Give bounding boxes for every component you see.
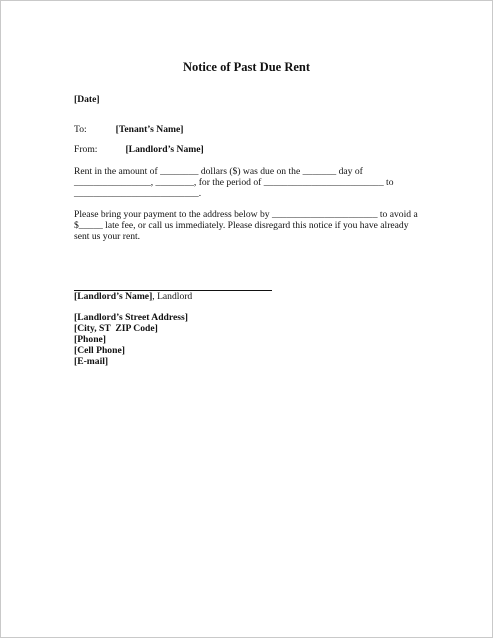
- to-label: To:: [74, 124, 87, 135]
- to-line: [74, 124, 183, 136]
- document-title: Notice of Past Due Rent: [182, 60, 311, 74]
- phone-field: [Phone]: [74, 334, 106, 345]
- signature-name-line: [74, 291, 192, 303]
- landlord-name-field: [Landlord’s Name]: [125, 144, 204, 155]
- rent-paragraph-line-2: ________________, ________, for the period of _________________________ to: [74, 177, 394, 188]
- tenant-name-field: [Tenant’s Name]: [115, 124, 184, 135]
- city-state-zip-field: [City, ST ZIP Code]: [74, 323, 158, 334]
- rent-paragraph-line-3: __________________________.: [74, 188, 202, 199]
- from-label: From:: [74, 144, 98, 155]
- from-line: [74, 144, 204, 156]
- email-field: [E-mail]: [74, 356, 109, 367]
- signature-landlord-name: [Landlord’s Name]: [74, 291, 153, 302]
- payment-paragraph-line-2: $_____ late fee, or call us immediately. Please disregard this notice if you have already: [74, 220, 409, 231]
- date-field: [Date]: [74, 94, 100, 105]
- payment-paragraph-line-1: Please bring your payment to the address below by ______________________ to avoid a: [74, 209, 418, 220]
- signature-role: , Landlord: [152, 291, 193, 302]
- street-address-field: [Landlord’s Street Address]: [74, 312, 188, 323]
- cell-phone-field: [Cell Phone]: [74, 345, 125, 356]
- payment-paragraph-line-3: sent us your rent.: [74, 231, 141, 242]
- rent-paragraph-line-1: Rent in the amount of ________ dollars ($) was due on the _______ day of: [74, 166, 363, 177]
